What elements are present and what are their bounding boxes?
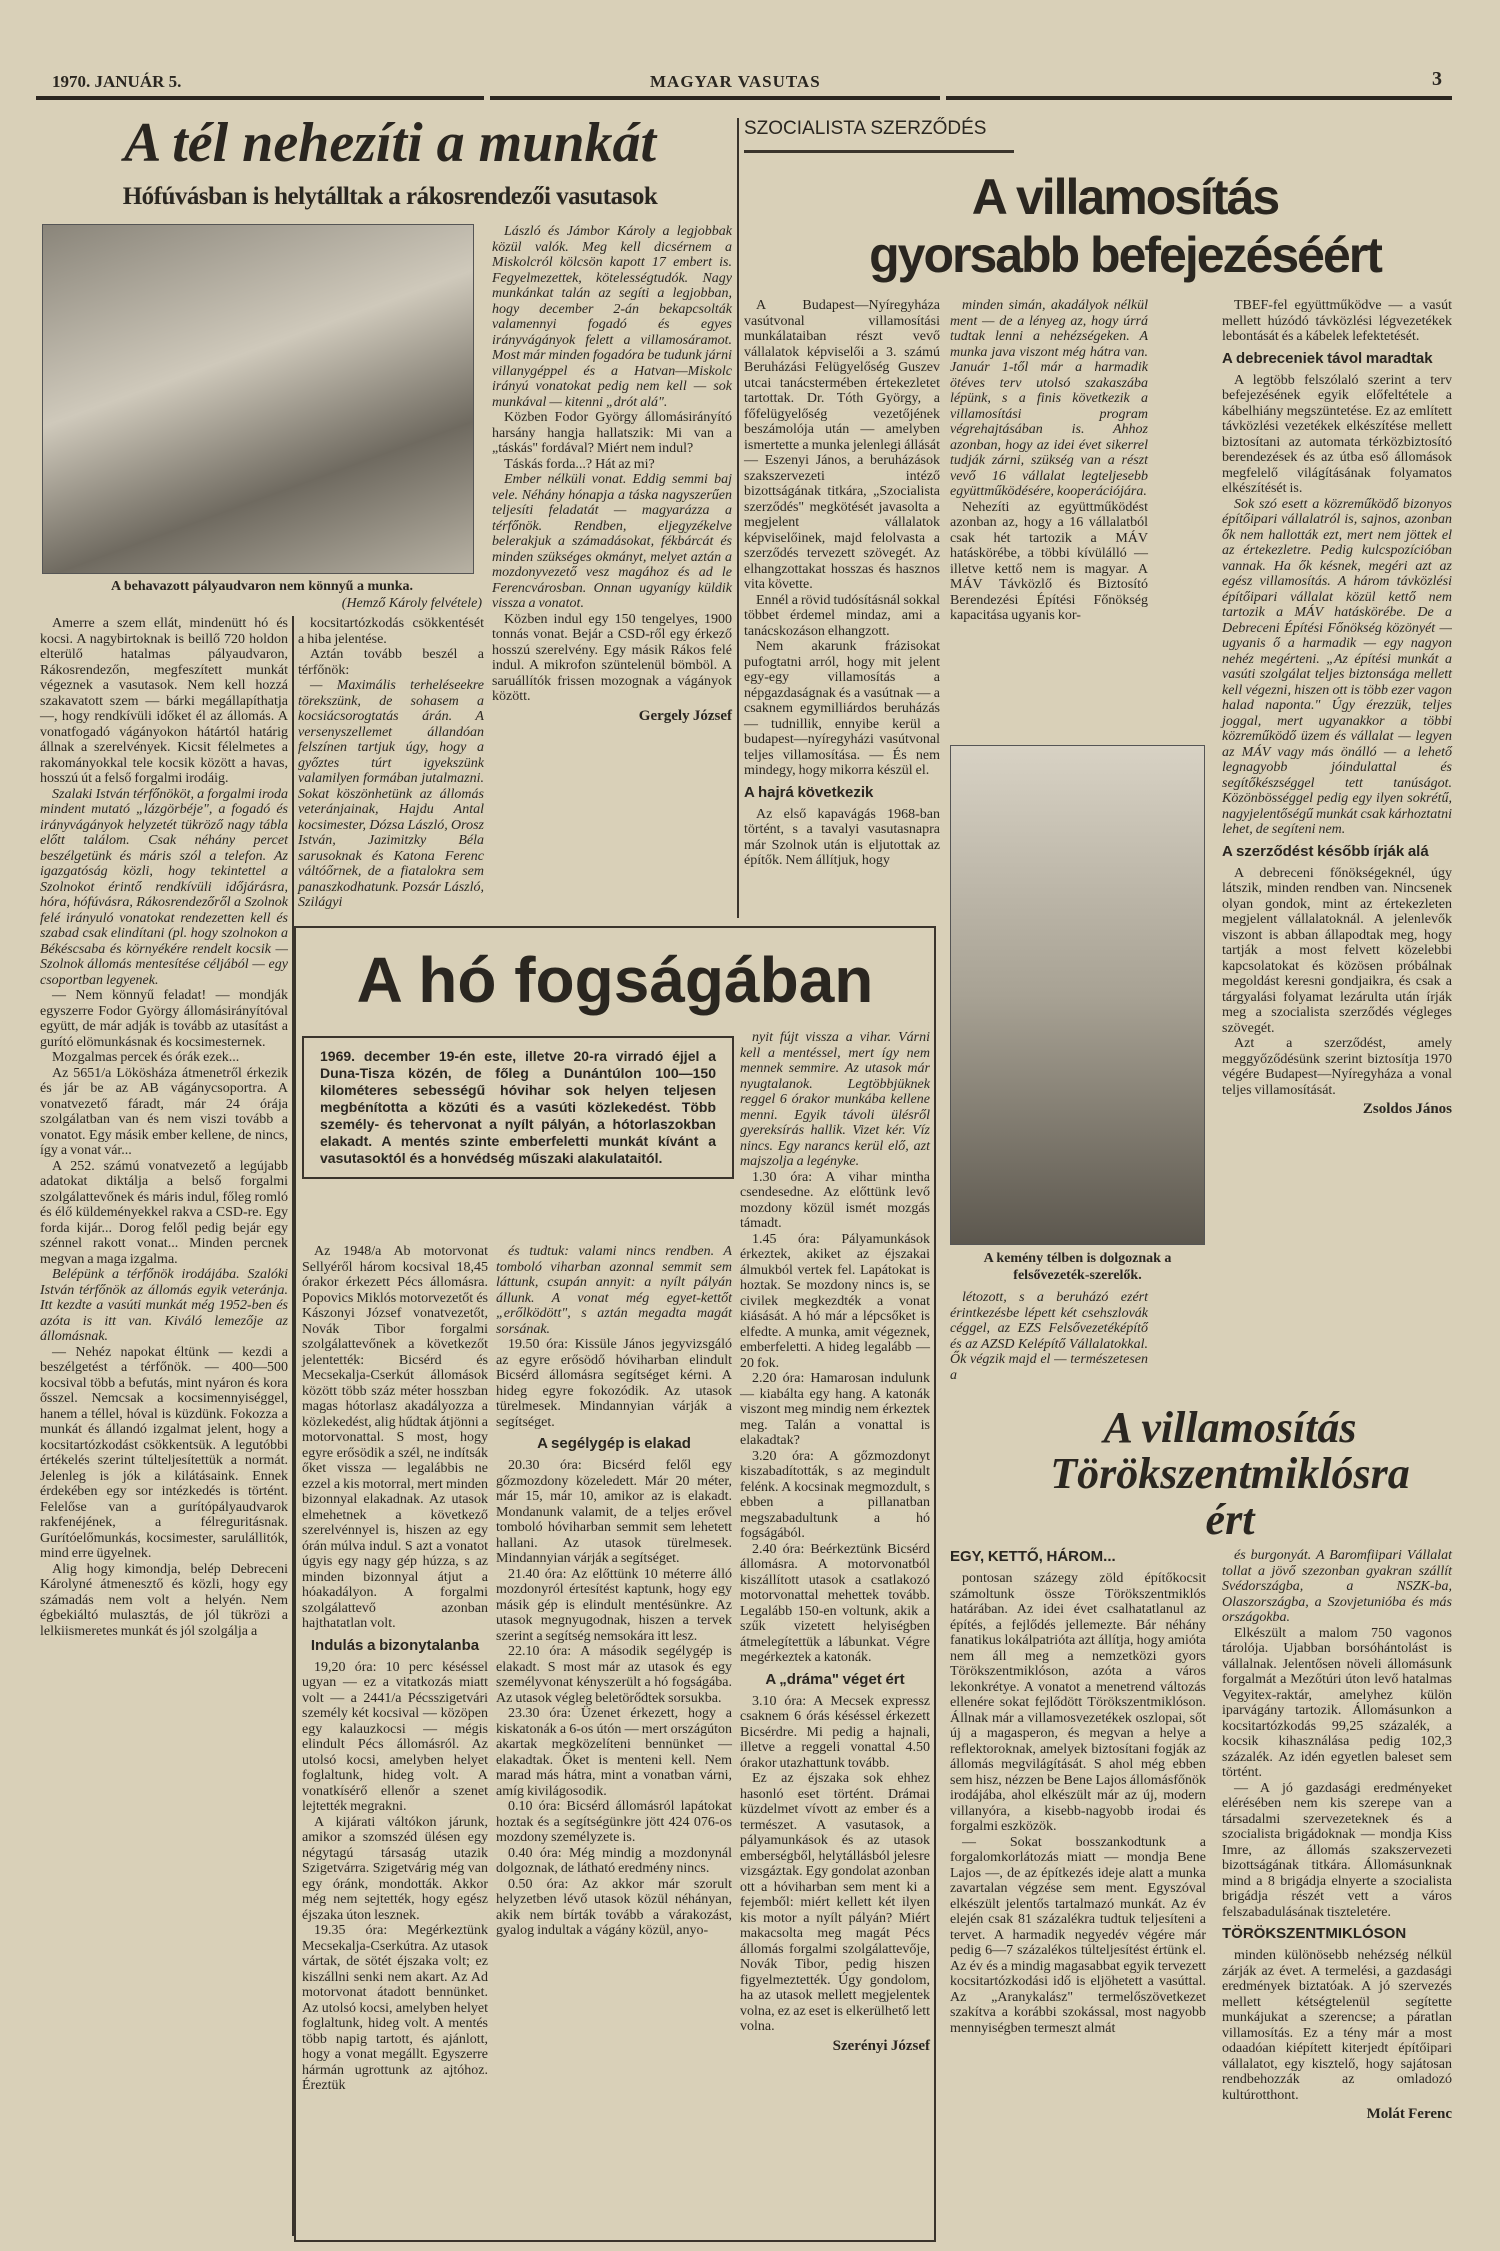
subheadline-winter: Hófúvásban is helytálltak a rákosrendezői vasutasok [122,183,658,210]
subheading: A hajrá következik [744,783,874,801]
snow-col-c [740,1030,930,2055]
paragraph: A 252. számú vonatvezető a legújabb adatokat diktálja a belső forgalmi szolgálattevőnek és máris indul, főleg romló és élő küldeményekkel rakva a CSD-re. Egy forda kijár... Dorog felől pedig bejár egy szénnel rakott vonat... Minden percnek megvan a maga izgalma. [40,1158,288,1267]
paragraph: — Sokat bosszankodtunk a forgalomkorlátozás miatt — mondja Bene Lajos —, de az építkezés ideje alatt a munka zavartalan végzése sem ment. Egyszóval elkészült jelentős tartalmazó munkát. Az év elején csak 81 százalékra tudtuk teljesíteni a tervet. A harmadik negyedév végére már pedig 6—7 százalékos túlteljesítést értünk el. Az év és a mindig magasabbat egyik tervezett kocsitartózkodási idő is eljöhetett a vasúttal. Az „Aranykalász" termelőszövetkezet szakítva a korábbi szokással, most nagyobb mennyiségben termeszt almát [950,1834,1206,2036]
headline-line: A villamosítás [1103,1403,1357,1452]
photo-credit: (Hemző Károly felvétele) [341,596,482,611]
paragraph: Mozgalmas percek és órák ezek... [52,1050,240,1065]
torok-col-1 [950,1548,1206,2036]
paragraph: 0.40 óra: Még mindig a mozdonynál dolgoznak, de látható eredmény nincs. [496,1845,732,1876]
author-molat: Molát Ferenc [1366,2106,1452,2122]
torok-col-2 [1222,1548,1452,2123]
paragraph: Ez az éjszaka sok ehhez hasonló eset történt. Drámai küzdelmet vívott az ember és a természet. A vasutasok, a pályamunkások és az utasok emberségből, helytállásból jelesre vizsgáztak. Egy gondolat azonban ott a hóviharban sem ment ki a fejemből: miért kellett két ilyen kis motor a nyílt pályán? Miért makacsolta meg magát Pécs állomás forgalmi szolgálattevője, Novák Tibor, pedig hiszen figyelmeztették. Úgy gondolom, ha az utasok mellett megjelentek volna, ez az eset is elkerülhető lett volna. [740,1771,930,2034]
header-rule [36,96,484,100]
snow-col-a [302,1244,488,2094]
paragraph: Táskás forda...? Hát az mi? [504,456,655,472]
paragraph: 3.20 óra: A gőzmozdonyt kiszabadították, s az megindult felénk. A kocsinak megmozdult, s ebben a pillanatban megszabadultunk a hó fogságából. [740,1448,930,1541]
subheading: A szerződést később írják alá [1222,842,1429,860]
paragraph: Közben Fodor György állomásirányító harsány hangja hallatszik: Mi van a „táskás" fordával? Miért nem indul? [492,410,732,456]
paragraph: 0.10 óra: Bicsérd állomásról lapátokat hoztak és a segítségünkre jött 424 076-os mozdony személyzete is. [496,1799,732,1845]
electrification-col-2b [950,1290,1148,1383]
headline-line: gyorsabb befejezéséért [869,227,1381,283]
paragraph: kocsitartózkodás csökkentését a hiba jelentése. [298,616,484,647]
header-rule [490,96,940,100]
paragraph: A debreceni főnökségeknél, úgy látszik, minden rendben van. Nincsenek olyan gondok, mint az értekezleten megjelent vállalatoknál. A jelenlevők viszont is abban állapodtak meg, hogy tartják a most felvett közelebbi kapcsolatokat és közösen próbálnak megoldást keresni gondjaikra, és csak a tárgyalási folyamat lezárulta után írják meg a szocialista szerződés végleges szövegét. [1222,865,1452,1036]
newspaper-name: MAGYAR VASUTAS [650,72,821,91]
paragraph: TBEF-fel együttműködve — a vasút mellett húzódó távközlési légvezetékek lebontását és a kábelek lefektetését. [1222,298,1452,344]
subheading: TÖRÖKSZENTMIKLÓSON [1222,1925,1407,1942]
paragraph: 23.30 óra: Üzenet érkezett, hogy a kiskatonák a 6-os útón — mert országúton akartak megközelíteni bennünket — elakadtak. Őket is menteni kell. Nem marad más hátra, mint a vonatban várni, amíg kivilágosodik. [496,1706,732,1799]
paragraph: Az első kapavágás 1968-ban történt, s a tavalyi vasutasnapra már Szolnok után is eljutottak az építők. Nem állítjuk, hogy [744,806,940,868]
paragraph: — Nehéz napokat éltünk — kezdi a beszélgetést a térfőnök. — 400—500 kocsival több a befutás, mint nyáron és kora ősszel. Nemcsak a kocsimennyiséggel, hanem a téllel, hóval is küzdünk. Fokozza a munkát és állandó izgalmat jelent, hogy a kocsitartózkodást csökkentsük. A legutóbbi értékelés szerint túlteljesítettük a normát. Jelenleg is jók a kilátásaink. Ennek érdekében egy sor intézkedés is történt. Felelőse van a gurítópályaudvarok rakfenéjének, a félreguritásnak. Gurítóelőmunkás, kocsimester, sarulállitók, mind erre ügyelnek. [40,1344,288,1561]
paragraph: Az 1948/a Ab motorvonat Sellyéről három kocsival 18,45 órakor érkezett Pécs állomásra. Popovics Miklós motorvezetőt és Kászonyi József vonatvezetőt, Novák Tibor forgalmi szolgálattevőnek a következőt jelentették: Bicsérd és Mecsekalja-Cserkút állomások között több száz méter hosszban magas hótorlasz akadályozza a közlekedést, alig hűdtak átjönni a motorvonattal. S most, hogy egyre erősödik a szél, ne indítsák őket vissza — legalábbis ne ezzel a kis motorral, mert minden bizonnyal elakadnak. Az utasok elmehetnek a következő szerelvénnyel is, hiszen az egy órán múlva indul. S azt a vonatot úgyis egy nagy gép húzza, s az minden bizonnyal átjut a hóakadályon. A forgalmi szolgálattevő azonban hajthatatlan volt. [302,1244,488,1631]
subheading: A segélygép is elakad [537,1435,691,1452]
paragraph: pontosan százegy zöld építőkocsit számoltunk össze Törökszentmiklós határában. Az idei évet csalhatatlanul az építés, a fejlődés jellemezte. Bár néhány fanatikus lokálpatrióta azt állítja, hogy amióta nem áll meg a nemzetközi gyors Törökszentmiklóson, azóta a város lekonkrétye. A vonatot a menetrend változás ellenére sokat fejlődött Törökszentmiklóson. Állnak már a villamosvezetékek oszlopai, sőt új a magasperon, és megvan a helye a reflektoroknak, amelyek biztosítani fogják az állomás megvilágítását. S ahol még ebben sem hisz, nézzen be Bene Lajos állomásfőnök irodájába, ahol elkészült már az új, modern villanyóra, a kisebb-nagyobb irodai és forgalmi eszközök. [950,1571,1206,1834]
headline-winter: A tél nehezíti a munkát [123,112,657,174]
electrification-col-2 [950,298,1148,624]
subheading: A „dráma" véget ért [765,1670,905,1688]
headline-snow: A hó fogságában [356,944,874,1016]
winter-col-2 [298,616,484,911]
paragraph: A legtöbb felszólaló szerint a terv befejezésének egyik előfeltétele a kábelhiány megszüntetése. Ez az említett távközlési vezetékek elkészítése mellett biztosítani az automata térközbiztosító berendezések és az útba eső állomások megfelelő világításának folyamatos elkészítését is. [1222,372,1452,496]
headline-electrification [790,168,1460,284]
paragraph: 21.40 óra: Az előttünk 10 méterre álló mozdonyról értesítést kaptunk, hogy egy másik gép is elindult mentésünkre. Az utasok megnyugodnak, hiszen a tervek szerint a segítség nemsokára itt lesz. [496,1566,732,1644]
headline-line: Törökszentmiklósra [1050,1449,1410,1498]
paragraph: 2.40 óra: Beérkeztünk Bicsérd állomásra. A motorvonatból kiszállított utasok a csatlakozó motorvonattal mehettek tovább. Legalább 150-en voltunk, akik a szűk vizetett helyiségben átmelegítettük a lábunkat. Végre megérkeztek a katonák. [740,1541,930,1665]
winter-col-1 [40,616,288,1639]
snowy-yard-photo [42,224,474,574]
photo-caption: A kemény télben is dolgoznak a felsővezeték-szerelők. [983,1251,1172,1283]
paragraph: Szalaki István térfőnököt, a forgalmi iroda mindent mutató „lázgörbéje", a fogadó és irányvágányok helyzetét tükröző nagy tábla előtt találom. Csak néhány percet beszélgetünk és máris szól a telefon. Az igazgatóság közli, hogy tekintettel a Szolnokot érintő rendkívüli időjárásra, hóra, hófúvásra, Rákosrendezőről a Szolnok felé irányuló vonatokat rendezetten kell és szabad csak elindítani (pl. hogy szolnokon a Békéscsaba és környékére rendelt kocsik — Szolnok állomás mentesítése céljából — egy csoportban legyenek. [40,786,288,988]
paragraph: Sok szó esett a közreműködő bizonyos építőipari vállalatról is, sajnos, azonban ők nem hallották ezt, mert nem jöttek el az értekezletre. Pedig kulcspozícióban vannak. Ha ők késnek, megéri azt az egész villamosítás. A három távközlési építőipari vállalat közül kettő nem tartozik a MÁV hatáskörébe. De a Debreceni Építési Főnökség közönyét — ugyanis ő a harmadik — egy nagyon nehéz megérteni. „Az építési munkát a vasúti szolgálat teljes biztonsága mellett kell végezni, hiszen ott is több ezer vagon halad naponta." Úgy érezzük, teljes joggal, mert ugyanakkor a többi közreműködő üzem és vállalat — legyen az MÁV vagy más önálló — a lehető legnagyobb jóindulattal és segítőkészséggel tett tanúságot. Közönbösséggel pedig egy ilyen sokrétű, nagyjelentőségű munkát csak kárhoztatni lehet, de segíteni nem. [1222,496,1452,837]
electrification-col-3 [1222,298,1452,1118]
headline-line: ért [1205,1495,1255,1544]
column-rule [737,118,739,918]
paragraph: 1.45 óra: Pályamunkások érkeztek, akiket az éjszakai álmukból vertek fel. Lapátokat is hoztak. Se mozdony nincs is, se civilek megkezdték a vonat kiásását. A hó már a lépcsőket is elfedte. A munka, amit végeznek, emberfeletti. A hideg legalább —20 fok. [740,1231,930,1371]
paragraph: — Maximális terheléseekre törekszünk, de sohasem a kocsiácsorogtatás árán. A versenyszellemet állandóan felszínen tartjuk úgy, hogy a győztes túrt igyekszünk valamilyen formában jutalmazni. Sokat köszönhetünk az állomás veteránjainak, Hajdu Antal kocsimester, Dózsa László, Orosz István, Jazimitzky Béla sarusoknak és Katona Ferenc váltóőrnek, de a fiatalokra sem panaszkodhatunk. Pozsár László, Szilágyi [298,678,484,910]
paragraph: minden különösebb nehézség nélkül zárják az évet. A termelési, a gazdasági eredmények biztatóak. A jó szervezés mellett kétségtelenül segítette munkájukat a szerencse; a páratlan villamosítás. Ez a tény már a most odaadóan kiépített kiterjedt építőipari vállalatot, egy kisztelő, hogy sajátosan rendbehozzák az omladozó kultúrotthont. [1222,1948,1452,2103]
paragraph: Ennél a rövid tudósításnál sokkal többet érdemel mindaz, ami a tanácskozáson elhangzott. [744,592,940,639]
paragraph: 20.30 óra: Bicsérd felől egy gőzmozdony közeledett. Már 20 méter, már 15, már 10, amikor az is elakadt. Mondanunk valamit, de a teljes erővel tomboló hóviharban semmit sem lehetett hallani. Az utasok türelmesek. Mindannyian várják a segítséget. [496,1458,732,1566]
paragraph: Nehezíti az együttműködést azonban az, hogy a 16 vállalatból csak hét tartozik a MÁV hatáskörébe, a többi kívülálló — illetve kettő nem is magyar. A MÁV Távközlő és Biztosító Berendezési Építési Főnökség kapacitása ugyanis kor- [950,499,1148,623]
header-rule [946,96,1452,100]
paragraph: 1.30 óra: A vihar mintha csendesedne. Az előttünk levő mozdony közül ismét mozgás támadt. [740,1169,930,1231]
paragraph: Az 5651/a Lökösháza átmenetről érkezik és jár be az AB vágánycsoportra. A vonatvezető fáradt, már 24 órája szolgálatban van és nem viszi tovább a vonatot. Egy másik ember kellene, de nincs, így a vonat vár... [40,1065,288,1158]
paragraph: nyit fújt vissza a vihar. Várni kell a mentéssel, mert így nem mennek semmire. Az utasok már nyugtalanok. Legtöbbjüknek reggel 6 órakor munkába kellene menni. Egyik távoli ülésről gyereksírás hallik. Vizet kér. Víz nincs. Egy narancs kerül elő, azt majszolja a legényke. [740,1030,930,1169]
paragraph: Ember nélküli vonat. Eddig semmi baj vele. Néhány hónapja a táska nagyszerűen teljesíti feladatát — magyarázza a térfőnök. Rendben, eljegyzékelve belerakjuk a számadásokat, fékbárcát és minden szükséges okmányt, melyet aztán a mozdonyvezető vesz magához és ad le Ferencvárosban. Onnan ugyanígy küldik vissza a vonatot. [492,472,732,611]
paragraph: minden simán, akadályok nélkül ment — de a lényeg az, hogy úrrá tudtak lenni a nehézségeken. A munka java viszont még hátra van. Január 1-től már a harmadik ötéves terv utolsó szakaszába lépünk, s a finis következik a villamosítási program végrehajtásában is. Ahhoz azonban, hogy az idei évet sikerrel tudják zárni, szükség van a részt vevő 16 vállalat legteljesebb együttműködésére, kooperációjára. [950,298,1148,499]
headline-torokszentmiklos [1000,1405,1460,1543]
page-number: 3 [1432,68,1442,90]
paragraph: — A jó gazdasági eredményeket elérésében nem kis szerepe van a társadalmi szervezeteknek és a szocialista brigádoknak — mondja Kiss Imre, az állomás szakszervezeti bizottságának titkára. Állomásunknak mind a 8 brigádja elnyerte a szocialista brigádja részét vett a város felszabadulásának tiszteletére. [1222,1780,1452,1920]
paragraph: Alig hogy kimondja, belép Debreceni Károlyné átmenesztő és közli, hogy egy számadás nem volt a helyén. Nem égbekiáltó mulasztás, de jól tükrözi a lelkiismeretes munkát és jól szolgálja a [40,1561,288,1639]
snow-col-b [496,1244,732,1939]
author-gergely: Gergely József [638,707,732,724]
headline-line: A villamosítás [971,169,1279,225]
paragraph: Közben indul egy 150 tengelyes, 1900 tonnás vonat. Bejár a CSD-ről egy érkező hosszú szerelvény. Egy másik Rákos felé indul. A mikrofon szüntelenül bömböl. A saruállítók frissen mozognak a vágányok között. [492,611,732,704]
subheading: A debreceniek távol maradtak [1222,349,1433,367]
author-zsoldos: Zsoldos János [1362,1101,1452,1117]
photo-caption [42,578,482,612]
caption-text: A behavazott pályaudvaron nem könnyű a munka. [111,579,413,594]
paragraph: 19,20 óra: 10 perc késéssel ugyan — ez a vitatkozás miatt volt — a 2441/a Pécsszigetvári személy két kocsival — közöpen egy kalauzkocsi — mégis elindult Pécs állomásról. Az utolsó kocsi, amelyben helyet foglaltunk, hideg volt. A vonatkísérő ellenőr a szenet lejtették megrakni. [302,1659,488,1814]
subheading: Indulás a bizonytalanba [310,1636,480,1654]
paragraph: és tudtuk: valami nincs rendben. A tomboló viharban azonnal semmit sem láttunk, csupán annyit: a nyílt pályán állunk. A vonat még egyet-kettőt „erőlködött", s aztán megadta magát sorsának. [496,1244,732,1337]
paragraph: — Nem könnyű feladat! — mondják egyszerre Fodor György állomásirányítóval együtt, de már adják is tovább az utasítást a gurító elömunkásnak és kocsimesternek. [40,988,288,1050]
paragraph: Amerre a szem ellát, mindenütt hó és kocsi. A nagybirtoknak is beillő 720 holdon elterülő hatalmas pályaudvaron, Rákosrendezőn, megfeszített munkát végeznek a vasutasok. Nem kell hozzá szakavatott szem — bárki megállapíthatja —, hogy rendkívüli időket él az állomás. A vonatfogadó vágányokon hátártól határig állnak a szerelvények. Kicsit félelmetes a rakományokkal tele kocsik között a havas, hosszú út a felső forgalmi irodáig. [40,616,288,786]
paragraph: 19.50 óra: Kissüle János jegyvizsgáló az egyre erősödő hóviharban elindult Bicsérd állomásra segítséget kérni. A hideg egyre fokozódik. Az utasok türelmesek. Mindannyian várják a segítséget. [496,1337,732,1430]
paragraph: Nem akarunk frázisokat pufogtatni arról, hogy mit jelent egy-egy villamosítás a népgazdaságnak és a vasútnak — a csaknem egymilliárdos beruházás — tudnillik, ennyibe kerül a budapest—nyíregyházi vasútvonal teljes villamosítása. — És nem mindegy, hogy mikorra készül el. [744,639,940,778]
issue-date: 1970. JANUÁR 5. [52,72,182,91]
paragraph: és burgonyát. A Baromfiipari Vállalat tollat a jövő szezonban gyakran szállít Svédországba, a NSZK-ba, Olaszországba, a Szovjetunióba és más országokba. [1222,1548,1452,1625]
kicker-socialist-contract: SZOCIALISTA SZERZŐDÉS [744,118,1014,153]
paragraph: A Budapest—Nyíregyháza vasútvonal villamosítási munkálataiban részt vevő vállalatok képviselői a 3. számú Beruházási Felügyelőség Guszev utcai tanácstermében értekezletet tartottak. Dr. Tóth György, a főfelügyelőség vezetőjének beszámolója után — amelyben ismertette a munka jelenlegi állását — Eszenyi János, a beruházások szakszervezeti intéző bizottságának titkára, „Szocialista szerződés" megkötését javasolta a megjelent vállalatok képviselőinek, majd felolvasta a szerződés tervezett szövegét. Az elhangzottakat hosszas és hasznos vita követte. [744,298,940,592]
paragraph: 22.10 óra: A második segélygép is elakadt. S most már az utasok és egy személyvonat kényszerült a hó fogságába. Az utasok végleg beletörődtek sorsukba. [496,1644,732,1706]
paragraph: Azt a szerződést, amely meggyőződésünk szerint biztosítja 1970 végére Budapest—Nyíregyháza a vonal teljes villamosítását. [1222,1036,1452,1098]
overhead-line-workers-photo [950,745,1205,1245]
electrification-col-1 [744,298,940,869]
winter-col-3 [492,224,732,725]
paragraph: Aztán tovább beszél a térfőnök: [298,647,484,678]
paragraph: Belépünk a térfőnök irodájába. Szalóki István térfőnök az állomás egyik veteránja. Itt kezdte a vasúti munkát még 1952-ben és azóta is itt van. Kiváló lemezője az állomásnak. [40,1267,288,1344]
paragraph: A kijárati váltókon járunk, amikor a szomszéd ülésen egy négytagú társaság utazik Szigetvárra. Szigetvárig még van egy óránk, mondották. Akkor még nem sejtették, hogy egész éjszaka úton lesznek. [302,1814,488,1923]
author-szerenyi: Szerényi József [832,2037,930,2054]
paragraph: 3.10 óra: A Mecsek expressz csaknem 6 órás késéssel érkezett Bicsérdre. Mi pedig a hajnali, illetve a reggeli vonattal 4.50 órakor utazhattunk tovább. [740,1693,930,1771]
paragraph: 0.50 óra: Az akkor már szorult helyzetben lévő utasok közül néhányan, akik nem bírták tovább a várakozást, gyalog indultak a vágány közül, anyo- [496,1876,732,1938]
paragraph: 2.20 óra: Hamarosan indulunk — kiabálta egy hang. A katonák viszont meg mindig nem érkeztek meg. Talán a vonattal is elakadtak? [740,1371,930,1448]
snow-lead-box: 1969. december 19-én este, illetve 20-ra virradó éjjel a Duna-Tisza közén, de főleg a Dunántúlon 100—150 kilométeres sebességű hóvihar sok helyen teljesen megbénította a közúti és a vasúti közlekedést. Több személy- és tehervonat a nyílt pályán, a hótorlaszokban elakadt. A mentés szinte emberfeletti munkát kívánt a vasutasoktól és a honvédség műszaki alakulataitól. [302,1036,734,1179]
paragraph: létozott, s a beruházó ezért érintkezésbe lépett két csehszlovák céggel, az EZS Felsővezetéképítő és az AZSD Kelépítő Vállalatokkal. Ők végzik majd el — természetesen a [950,1290,1148,1383]
subheading: EGY, KETTŐ, HÁROM... [950,1548,1116,1565]
paragraph: László és Jámbor Károly a legjobbak közül valók. Meg kell dicsérnem a Miskolcról kölcsön kapott 17 embert is. Fegyelmezettek, kötelességtudók. Nagy munkánkat talán az segíti a legjobban, hogy december 2-án bekapcsolták valamennyi fogadó és egyes irányvágányok felett a villamosáramot. Most már minden fogadóra be tudunk járni villanygéppel és a Hatvan—Miskolc irányú vonatokat pedig nem kell — sok munkával — kitenni „drót alá". [492,224,732,410]
paragraph: 19.35 óra: Megérkeztünk Mecsekalja-Cserkútra. Az utasok vártak, de sötét éjszaka volt; ez kiszállni senki nem akart. Az Ad motorvonat átadott bennünket. Az utolsó kocsi, amelyben helyet foglaltunk, hideg volt. A mentés több napig tartott, és ajánlott, hogy a vonat megállt. Egyszerre hármán ugrottunk az ajtóhoz. Éreztük [302,1923,488,2093]
paragraph: Elkészült a malom 750 vagonos tárolója. Ujabban borsóhántolást is vállalnak. Jelentősen növeli állomásunk forgalmát a Mezőtúri úton levő hatalmas Vegyitex-raktár, amelyhez külön iparvágány tartozik. Állomásunkon a kocsitartózkodás 99,25 százalék, a kocsik kihasználása pedig 102,3 százalék. Az idén egyetlen baleset sem történt. [1222,1625,1452,1780]
